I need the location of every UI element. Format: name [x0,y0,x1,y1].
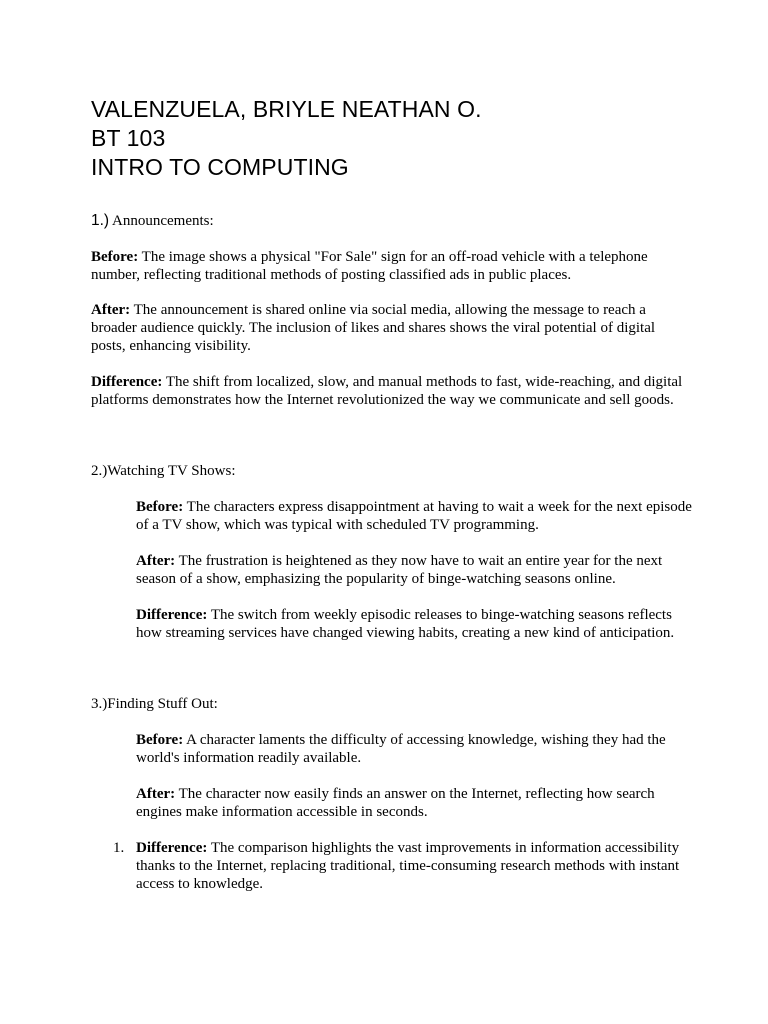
after-label: After: [91,302,131,318]
difference-label: Difference: [136,607,208,623]
after-text: The announcement is shared online via social media, allowing the message to reach a broader audience quickly. The inclusion of likes and shares shows the viral potential of digital posts, enhancing visibility. [91,302,656,354]
section-3-title: 3.)Finding Stuff Out: [91,696,218,712]
section-3-difference [136,839,696,893]
after-label: After: [136,553,176,569]
section-2-after [136,552,696,588]
before-text: A character laments the difficulty of accessing knowledge, wishing they had the world's information readily available. [136,732,666,766]
difference-text: The switch from weekly episodic releases to binge-watching seasons reflects how streaming services have changed viewing habits, creating a new kind of anticipation. [136,607,675,641]
section-2-heading [91,462,691,480]
section-1-heading [91,212,691,230]
before-label: Before: [136,499,184,515]
section-1-number: 1.) [91,212,110,229]
section-1-after [91,301,691,355]
before-text: The characters express disappointment at having to wait a week for the next episode of a TV show, which was typical with scheduled TV programming. [136,499,692,533]
before-text: The image shows a physical "For Sale" sign for an off-road vehicle with a telephone number, reflecting traditional methods of posting classified ads in public places. [91,249,648,283]
difference-text: The shift from localized, slow, and manual methods to fast, wide-reaching, and digital platforms demonstrates how the Internet revolutionized the way we communicate and sell goods. [91,374,683,408]
section-2-title: 2.)Watching TV Shows: [91,463,236,479]
list-number: 1. [113,840,125,856]
difference-text: The comparison highlights the vast improvements in information accessibility thanks to the Internet, replacing traditional, time-consuming research methods with instant access to knowledge. [136,840,680,892]
difference-label: Difference: [91,374,163,390]
student-name: VALENZUELA, BRIYLE NEATHAN O. [91,96,482,122]
course-section: BT 103 [91,125,166,151]
after-text: The frustration is heightened as they now have to wait an entire year for the next season of a show, emphasizing the popularity of binge-watching seasons online. [136,553,663,587]
course-title: INTRO TO COMPUTING [91,154,349,180]
document-header [91,95,482,182]
section-3-before [136,731,696,767]
section-2-before [136,498,696,534]
section-3-after [136,785,696,821]
section-1-before [91,248,691,284]
after-text: The character now easily finds an answer on the Internet, reflecting how search engines make information accessible in seconds. [136,786,655,820]
difference-label: Difference: [136,840,208,856]
after-label: After: [136,786,176,802]
section-3-heading [91,695,691,713]
section-2-difference [136,606,696,642]
before-label: Before: [91,249,139,265]
section-1-title: Announcements: [109,213,214,229]
before-label: Before: [136,732,184,748]
section-1-difference [91,373,691,409]
